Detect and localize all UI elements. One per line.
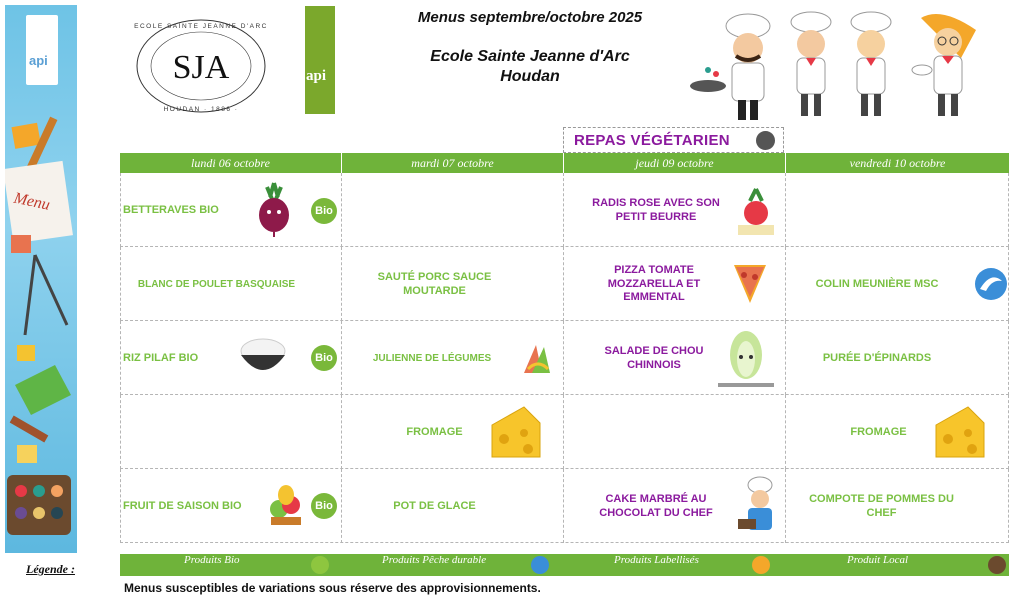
decorative-side-strip xyxy=(5,5,77,553)
menu-cell xyxy=(342,173,564,247)
cheese-icon xyxy=(934,403,986,461)
fish-label-icon xyxy=(974,267,1008,301)
local-legend-icon xyxy=(988,556,1006,574)
legend-item-labelled: Produits Labellisés xyxy=(614,554,699,566)
menu-cell xyxy=(564,173,786,247)
fish-legend-icon xyxy=(531,556,549,574)
legend-label: Légende : xyxy=(26,562,75,576)
footer-note: Menus susceptibles de variations sous réserve des approvisionnements. xyxy=(124,581,541,595)
menu-cell xyxy=(342,469,564,543)
menu-cell xyxy=(342,395,564,469)
menu-cell xyxy=(786,173,1009,247)
dish-label: PURÉE D'ÉPINARDS xyxy=(822,352,932,364)
label-legend-icon xyxy=(752,556,770,574)
menu-cell xyxy=(120,321,342,395)
day-header: mardi 07 octobre xyxy=(342,153,564,173)
dish-label: FROMAGE xyxy=(850,426,907,438)
menu-cell xyxy=(120,247,342,321)
menu-cell xyxy=(564,395,786,469)
menu-cell xyxy=(786,321,1009,395)
days-header-row xyxy=(120,153,1009,173)
vegetarian-icon xyxy=(756,131,775,150)
chefs-illustration xyxy=(686,8,996,126)
legend-item-fishing: Produits Pêche durable xyxy=(382,554,487,566)
legend-bar xyxy=(120,554,1009,576)
beet-icon xyxy=(253,179,295,239)
dish-label: COLIN MEUNIÈRE MSC xyxy=(815,278,939,290)
table-row xyxy=(120,469,1009,543)
bio-badge-icon: Bio xyxy=(311,493,337,519)
legend-item-bio: Produits Bio xyxy=(184,554,240,566)
vegetables-icon xyxy=(520,339,554,377)
cheese-icon xyxy=(490,403,542,461)
dish-label: RADIS ROSE AVEC SON PETIT BEURRE xyxy=(592,197,720,223)
dish-label: FROMAGE xyxy=(406,426,463,438)
svg-text:SJA: SJA xyxy=(172,49,230,86)
school-name: Ecole Sainte Jeanne d'Arc xyxy=(430,48,630,65)
radish-icon xyxy=(734,185,778,239)
menu-cell xyxy=(564,469,786,543)
dish-label: COMPOTE DE POMMES DU CHEF xyxy=(809,493,954,519)
school-town: Houdan xyxy=(500,68,560,85)
menu-cell xyxy=(120,173,342,247)
svg-text:HOUDAN · 1886 ·: HOUDAN · 1886 · xyxy=(163,106,239,113)
day-header: vendredi 10 octobre xyxy=(786,153,1009,173)
vegetarian-meal-label: REPAS VÉGÉTARIEN xyxy=(563,127,784,153)
menu-cell xyxy=(786,469,1009,543)
dish-label: FRUIT DE SAISON BIO xyxy=(123,500,242,512)
menu-cell xyxy=(120,395,342,469)
table-row xyxy=(120,321,1009,395)
menu-cell xyxy=(342,247,564,321)
menu-cell xyxy=(564,321,786,395)
rice-bowl-icon xyxy=(237,331,289,381)
menu-cell xyxy=(120,469,342,543)
menu-title: Menus septembre/octobre 2025 xyxy=(417,9,643,26)
api-logo: api xyxy=(305,6,335,114)
menu-cell xyxy=(786,247,1009,321)
menu-cell xyxy=(342,321,564,395)
fruit-basket-icon xyxy=(267,483,305,527)
dish-label: PIZZA TOMATE MOZZARELLA ET EMMENTAL xyxy=(607,264,701,303)
api-small-logo: api xyxy=(26,15,58,85)
school-supplies-illustration xyxy=(5,95,77,545)
dish-label: SALADE DE CHOU CHINNOIS xyxy=(604,345,704,371)
dish-label: RIZ PILAF BIO xyxy=(123,352,199,364)
dish-label: CAKE MARBRÉ AU CHOCOLAT DU CHEF xyxy=(599,493,713,519)
dish-label: BLANC DE POULET BASQUAISE xyxy=(137,279,296,290)
dish-label: JULIENNE DE LÉGUMES xyxy=(372,353,492,364)
chef-cake-icon xyxy=(736,475,782,537)
table-row xyxy=(120,173,1009,247)
bio-legend-icon xyxy=(311,556,329,574)
svg-text:ECOLE SAINTE JEANNE D'ARC: ECOLE SAINTE JEANNE D'ARC xyxy=(134,23,268,30)
day-header: lundi 06 octobre xyxy=(120,153,342,173)
day-header: jeudi 09 octobre xyxy=(564,153,786,173)
pizza-icon xyxy=(732,261,768,305)
menu-cell xyxy=(786,395,1009,469)
table-row xyxy=(120,247,1009,321)
legend-item-local: Produit Local xyxy=(847,554,909,566)
menu-cell xyxy=(564,247,786,321)
school-logo xyxy=(128,14,274,118)
bio-badge-icon: Bio xyxy=(311,345,337,371)
chinese-cabbage-icon xyxy=(716,327,776,389)
dish-label: BETTERAVES BIO xyxy=(123,204,219,216)
dish-label: POT DE GLACE xyxy=(393,500,476,512)
menu-table xyxy=(120,153,1009,543)
bio-badge-icon: Bio xyxy=(311,198,337,224)
svg-text:Menu: Menu xyxy=(12,189,52,214)
table-row xyxy=(120,395,1009,469)
dish-label: SAUTÉ PORC SAUCE MOUTARDE xyxy=(377,271,492,297)
